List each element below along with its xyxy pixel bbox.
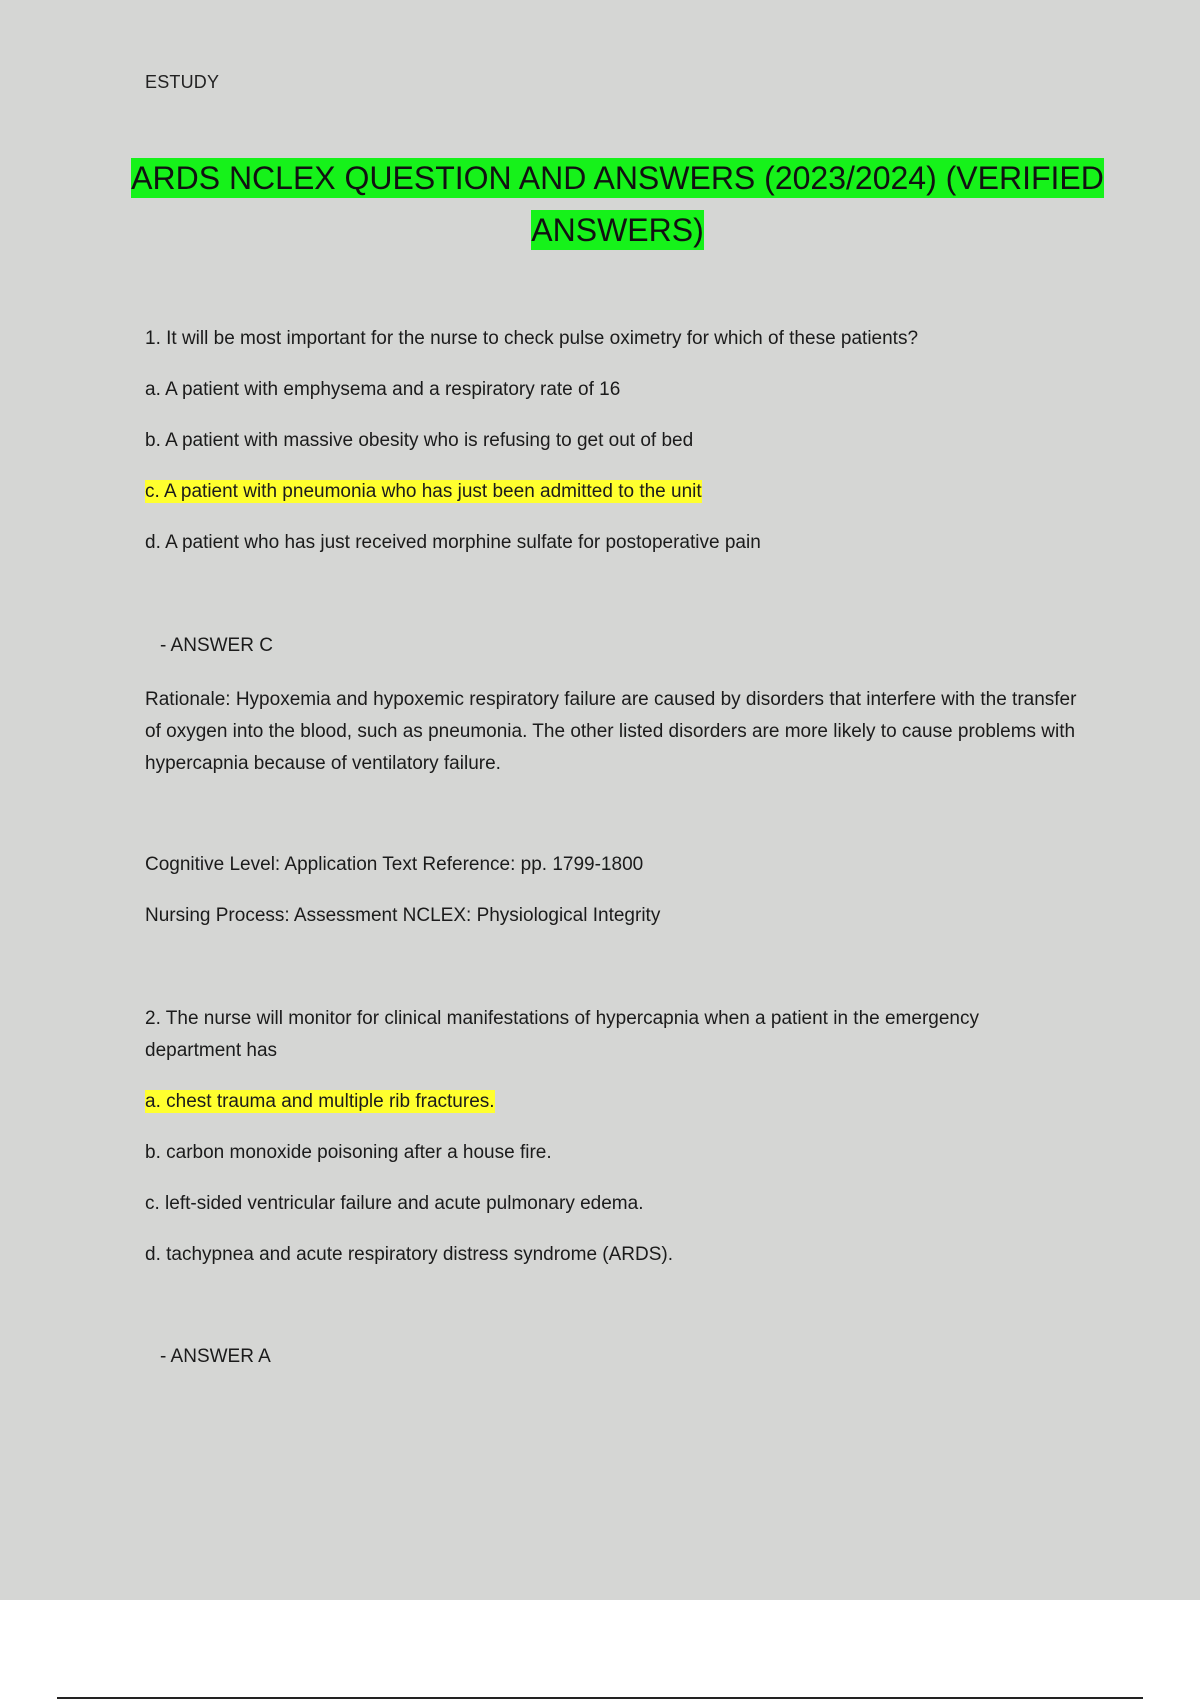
document-title	[130, 152, 1105, 256]
question-1-option-d: d. A patient who has just received morphine sulfate for postoperative pain	[145, 532, 761, 553]
question-2-text: 2. The nurse will monitor for clinical manifestations of hypercapnia when a patient in the emergency department has	[145, 1008, 979, 1061]
title-line-2: ANSWERS)	[531, 212, 704, 248]
question-1-answer: - ANSWER C	[160, 635, 273, 656]
footer-divider	[57, 1697, 1143, 1699]
question-1-cognitive-level: Cognitive Level: Application Text Reference: pp. 1799-1800	[145, 854, 644, 875]
document-header: ESTUDY	[145, 72, 220, 92]
question-2-option-a	[145, 1091, 495, 1113]
title-line-1: ARDS NCLEX QUESTION AND ANSWERS (2023/2024) (VERIFIED	[131, 160, 1104, 196]
question-1-text: 1. It will be most important for the nurse to check pulse oximetry for which of these patients?	[145, 328, 919, 349]
correct-option-highlight: c. A patient with pneumonia who has just been admitted to the unit	[145, 481, 702, 502]
question-1-option-a: a. A patient with emphysema and a respiratory rate of 16	[145, 379, 621, 400]
question-1-option-c	[145, 481, 702, 503]
question-1-rationale: Rationale: Hypoxemia and hypoxemic respiratory failure are caused by disorders that interfere with the transfer of oxygen into the blood, such as pneumonia. The other listed disorders are more likely to cause problems with hypercapnia because of ventilatory failure.	[145, 689, 1077, 774]
question-1-option-b: b. A patient with massive obesity who is refusing to get out of bed	[145, 430, 694, 451]
question-2-option-d: d. tachypnea and acute respiratory distress syndrome (ARDS).	[145, 1244, 674, 1265]
question-2-answer: - ANSWER A	[160, 1346, 271, 1367]
correct-option-highlight: a. chest trauma and multiple rib fractures.	[145, 1091, 495, 1112]
question-2-option-b: b. carbon monoxide poisoning after a house fire.	[145, 1142, 552, 1163]
question-1-nursing-process: Nursing Process: Assessment NCLEX: Physiological Integrity	[145, 905, 661, 926]
question-2-option-c: c. left-sided ventricular failure and acute pulmonary edema.	[145, 1193, 644, 1214]
